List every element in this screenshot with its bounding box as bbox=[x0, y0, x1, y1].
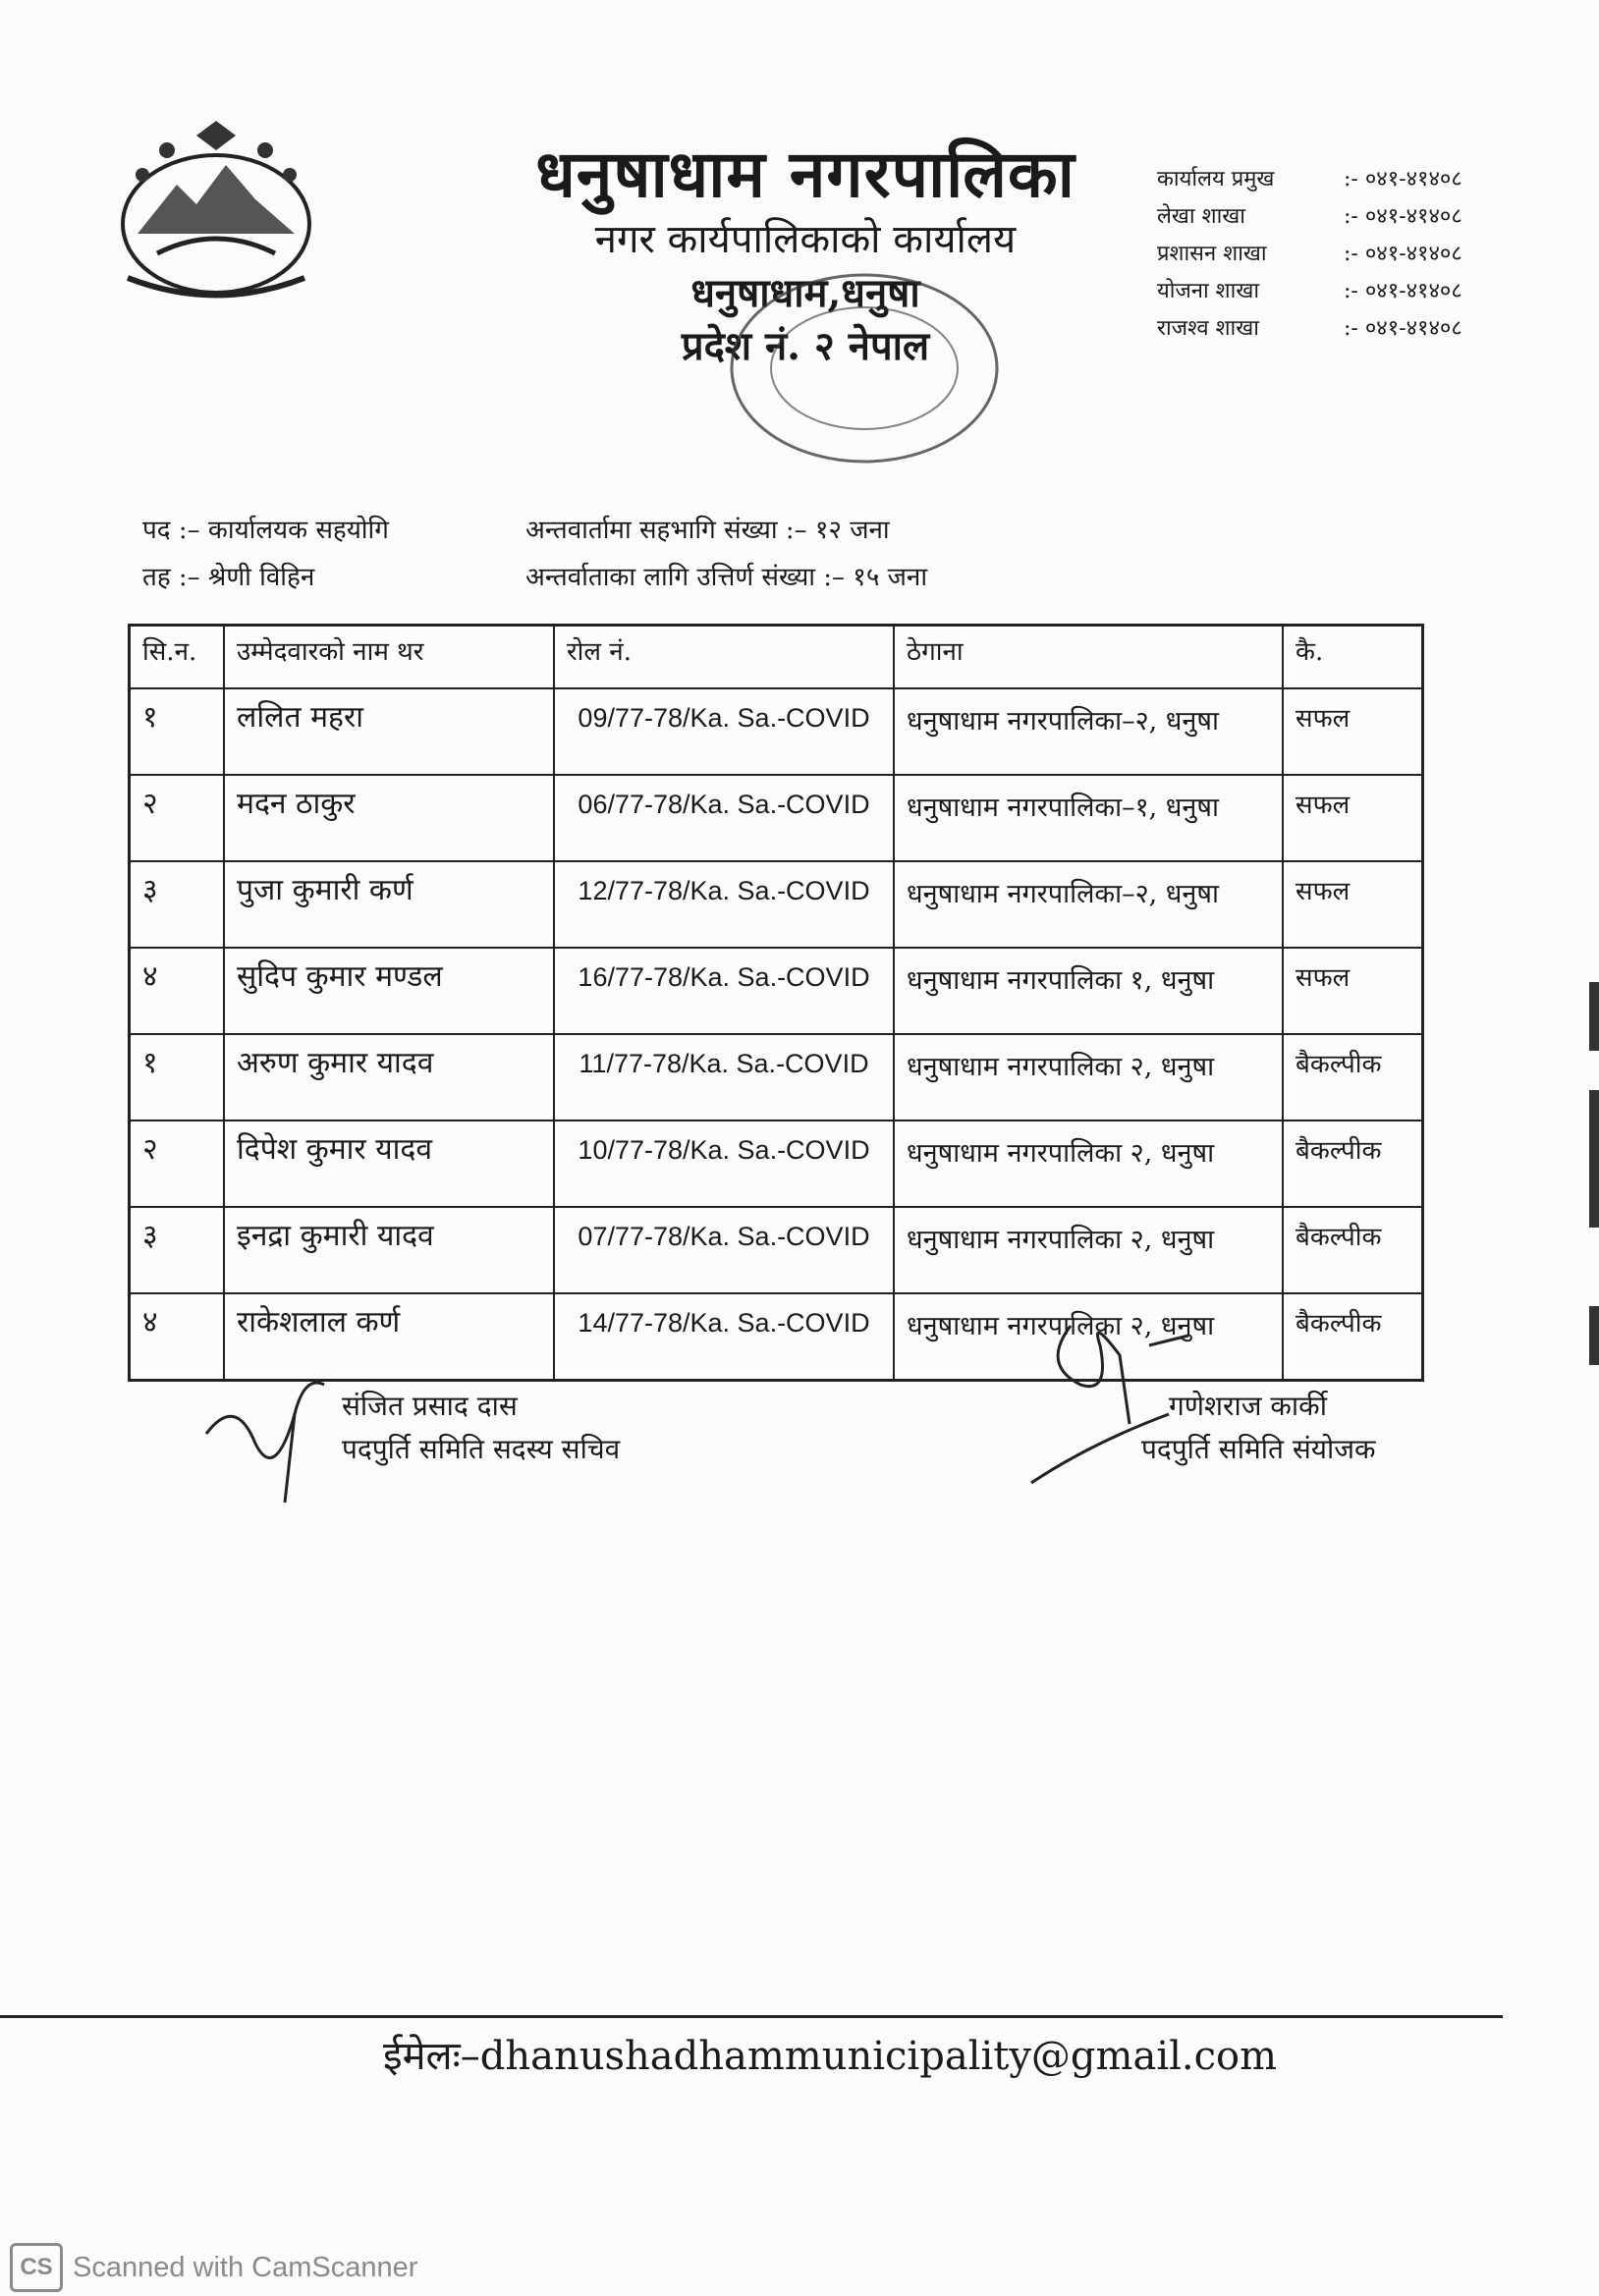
cell-address: धनुषाधाम नगरपालिका २, धनुषा bbox=[894, 1293, 1283, 1381]
cell-address: धनुषाधाम नगरपालिका–२, धनुषा bbox=[894, 861, 1283, 948]
cell-result: सफल bbox=[1283, 775, 1423, 861]
cell-roll: 09/77-78/Ka. Sa.-COVID bbox=[554, 688, 894, 775]
camscanner-logo-icon: CS bbox=[10, 2243, 63, 2292]
contact-value: :- ०४१-४१४०८ bbox=[1344, 167, 1462, 191]
contact-label: कार्यालय प्रमुख bbox=[1157, 167, 1275, 191]
cell-result: सफल bbox=[1283, 861, 1423, 948]
cell-roll: 06/77-78/Ka. Sa.-COVID bbox=[554, 775, 894, 861]
signature-scribble-left-icon bbox=[196, 1355, 354, 1512]
post-line: पद :– कार्यालयक सहयोगि bbox=[142, 516, 389, 545]
table-row bbox=[130, 775, 1423, 861]
cell-result: बैकल्पीक bbox=[1283, 1207, 1423, 1293]
cell-name: दिपेश कुमार यादव bbox=[224, 1121, 554, 1207]
post-info bbox=[142, 507, 389, 601]
table-row bbox=[130, 688, 1423, 775]
contact-list bbox=[1157, 159, 1511, 346]
signatory-name: संजित प्रसाद दास bbox=[342, 1390, 518, 1422]
signatory-role: पदपुर्ति समिति संयोजक bbox=[1141, 1433, 1376, 1465]
cell-name: ललित महरा bbox=[224, 688, 554, 775]
cell-address: धनुषाधाम नगरपालिका १, धनुषा bbox=[894, 948, 1283, 1034]
cell-roll: 11/77-78/Ka. Sa.-COVID bbox=[554, 1034, 894, 1121]
office-stamp-icon bbox=[722, 260, 1007, 476]
table-row bbox=[130, 1034, 1423, 1121]
contact-row bbox=[1157, 271, 1511, 308]
office-province: प्रदेश नं. २ नेपाल bbox=[681, 322, 930, 369]
scan-edge-mark bbox=[1589, 1090, 1599, 1228]
office-subtitle: नगर कार्यपालिकाको कार्यालय bbox=[594, 216, 1017, 262]
col-header-address: ठेगाना bbox=[894, 626, 1283, 689]
cell-sn: ४ bbox=[130, 1293, 225, 1381]
cell-address: धनुषाधाम नगरपालिका–२, धनुषा bbox=[894, 688, 1283, 775]
table-row bbox=[130, 861, 1423, 948]
contact-row bbox=[1157, 234, 1511, 271]
office-title: धनुषाधाम नगरपालिका bbox=[535, 136, 1075, 212]
contact-label: लेखा शाखा bbox=[1157, 204, 1245, 229]
cell-sn: २ bbox=[130, 1121, 225, 1207]
contact-value: :- ०४१-४१४०८ bbox=[1344, 279, 1462, 303]
cell-sn: १ bbox=[130, 1034, 225, 1121]
footer-divider bbox=[0, 2015, 1503, 2018]
cell-address: धनुषाधाम नगरपालिका–१, धनुषा bbox=[894, 775, 1283, 861]
results-table bbox=[128, 624, 1424, 1382]
col-header-roll: रोल नं. bbox=[554, 626, 894, 689]
col-header-sn: सि.न. bbox=[130, 626, 225, 689]
contact-value: :- ०४१-४१४०८ bbox=[1344, 242, 1462, 266]
contact-label: प्रशासन शाखा bbox=[1157, 242, 1267, 266]
cell-name: मदन ठाकुर bbox=[224, 775, 554, 861]
scanner-watermark bbox=[10, 2243, 417, 2292]
cell-result: सफल bbox=[1283, 948, 1423, 1034]
contact-label: योजना शाखा bbox=[1157, 279, 1260, 303]
level-line: तह :– श्रेणी विहिन bbox=[142, 563, 315, 592]
table-header-row bbox=[130, 626, 1423, 689]
cell-roll: 10/77-78/Ka. Sa.-COVID bbox=[554, 1121, 894, 1207]
contact-row bbox=[1157, 196, 1511, 234]
contact-value: :- ०४१-४१४०८ bbox=[1344, 316, 1462, 341]
signature-right bbox=[1141, 1385, 1376, 1471]
signatory-name: गणेशराज कार्की bbox=[1169, 1390, 1327, 1422]
scan-edge-mark bbox=[1589, 982, 1599, 1051]
signatory-role: पदपुर्ति समिति सदस्य सचिव bbox=[342, 1433, 621, 1465]
cell-sn: ३ bbox=[130, 1207, 225, 1293]
cell-result: बैकल्पीक bbox=[1283, 1293, 1423, 1381]
cell-name: सुदिप कुमार मण्डल bbox=[224, 948, 554, 1034]
cell-result: बैकल्पीक bbox=[1283, 1034, 1423, 1121]
cell-sn: ४ bbox=[130, 948, 225, 1034]
office-place: धनुषाधाम,धनुषा bbox=[690, 269, 920, 316]
cell-result: बैकल्पीक bbox=[1283, 1121, 1423, 1207]
cell-name: राकेशलाल कर्ण bbox=[224, 1293, 554, 1381]
cell-roll: 14/77-78/Ka. Sa.-COVID bbox=[554, 1293, 894, 1381]
scan-edge-mark bbox=[1589, 1306, 1599, 1365]
cell-name: इनद्रा कुमारी यादव bbox=[224, 1207, 554, 1293]
contact-value: :- ०४१-४१४०८ bbox=[1344, 204, 1462, 229]
contact-label: राजश्व शाखा bbox=[1157, 316, 1259, 341]
footer-email: ईमेलः–dhanushadhammunicipality@gmail.com bbox=[383, 2034, 1278, 2079]
cell-result: सफल bbox=[1283, 688, 1423, 775]
cell-roll: 16/77-78/Ka. Sa.-COVID bbox=[554, 948, 894, 1034]
contact-row bbox=[1157, 308, 1511, 346]
cell-sn: २ bbox=[130, 775, 225, 861]
cell-address: धनुषाधाम नगरपालिका २, धनुषा bbox=[894, 1034, 1283, 1121]
contact-row bbox=[1157, 159, 1511, 196]
table-row bbox=[130, 1207, 1423, 1293]
passed-line: अन्तर्वाताका लागि उत्तिर्ण संख्या :– १५ जना bbox=[525, 563, 928, 592]
signature-left bbox=[342, 1385, 620, 1471]
cell-roll: 07/77-78/Ka. Sa.-COVID bbox=[554, 1207, 894, 1293]
cell-name: पुजा कुमारी कर्ण bbox=[224, 861, 554, 948]
cell-address: धनुषाधाम नगरपालिका २, धनुषा bbox=[894, 1121, 1283, 1207]
cell-sn: ३ bbox=[130, 861, 225, 948]
cell-name: अरुण कुमार यादव bbox=[224, 1034, 554, 1121]
col-header-name: उम्मेदवारको नाम थर bbox=[224, 626, 554, 689]
participants-line: अन्तवार्तामा सहभागि संख्या :– १२ जना bbox=[525, 516, 890, 545]
table-row bbox=[130, 1121, 1423, 1207]
col-header-result: कै. bbox=[1283, 626, 1423, 689]
scanner-text: Scanned with CamScanner bbox=[73, 2251, 418, 2283]
cell-address: धनुषाधाम नगरपालिका २, धनुषा bbox=[894, 1207, 1283, 1293]
cell-roll: 12/77-78/Ka. Sa.-COVID bbox=[554, 861, 894, 948]
count-info bbox=[525, 507, 927, 601]
table-row bbox=[130, 948, 1423, 1034]
nepal-emblem-icon bbox=[98, 116, 334, 312]
cell-sn: १ bbox=[130, 688, 225, 775]
